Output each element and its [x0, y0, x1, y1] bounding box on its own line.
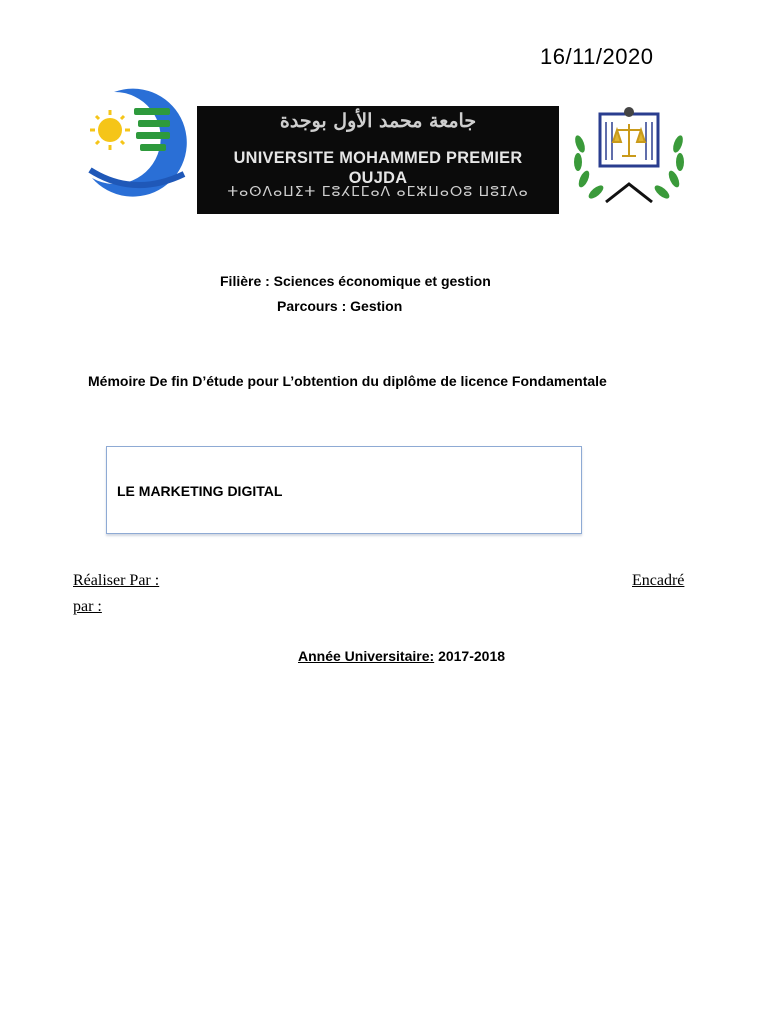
parcours-line: Parcours : Gestion [277, 298, 403, 314]
title-box [106, 446, 582, 534]
annee-label: Année Universitaire: [298, 648, 435, 664]
faculty-logo-right [566, 104, 692, 220]
banner-french-text: UNIVERSITE MOHAMMED PREMIER OUJDA [233, 148, 523, 187]
filiere-line: Filière : Sciences économique et gestion [220, 273, 491, 289]
document-date: 16/11/2020 [540, 44, 654, 69]
par-label: par : [73, 598, 102, 615]
banner-arabic-text: جامعة محمد الأول بوجدة [279, 110, 477, 132]
banner-tifinagh-text: ⵜⴰⵙⴷⴰⵡⵉⵜ ⵎⵓⵃⵎⵎⴰⴷ ⴰⵎⵣⵡⴰⵔⵓ ⵡⵓⵊⴷⴰ [227, 184, 529, 200]
memoire-heading: Mémoire De fin D’étude pour L’obtention du diplôme de licence Fondamentale [88, 373, 607, 389]
sun-icon [90, 110, 130, 150]
annee-value: 2017-2018 [438, 648, 506, 664]
crossed-pens-icon [606, 184, 652, 202]
university-logo-left [84, 86, 200, 202]
encadre-label: Encadré [632, 572, 685, 589]
university-banner [197, 106, 559, 214]
annee-universitaire [298, 648, 505, 664]
gear-icon [624, 107, 634, 117]
memoire-title: LE MARKETING DIGITAL [117, 483, 283, 499]
realiser-par-label: Réaliser Par : [73, 572, 160, 589]
